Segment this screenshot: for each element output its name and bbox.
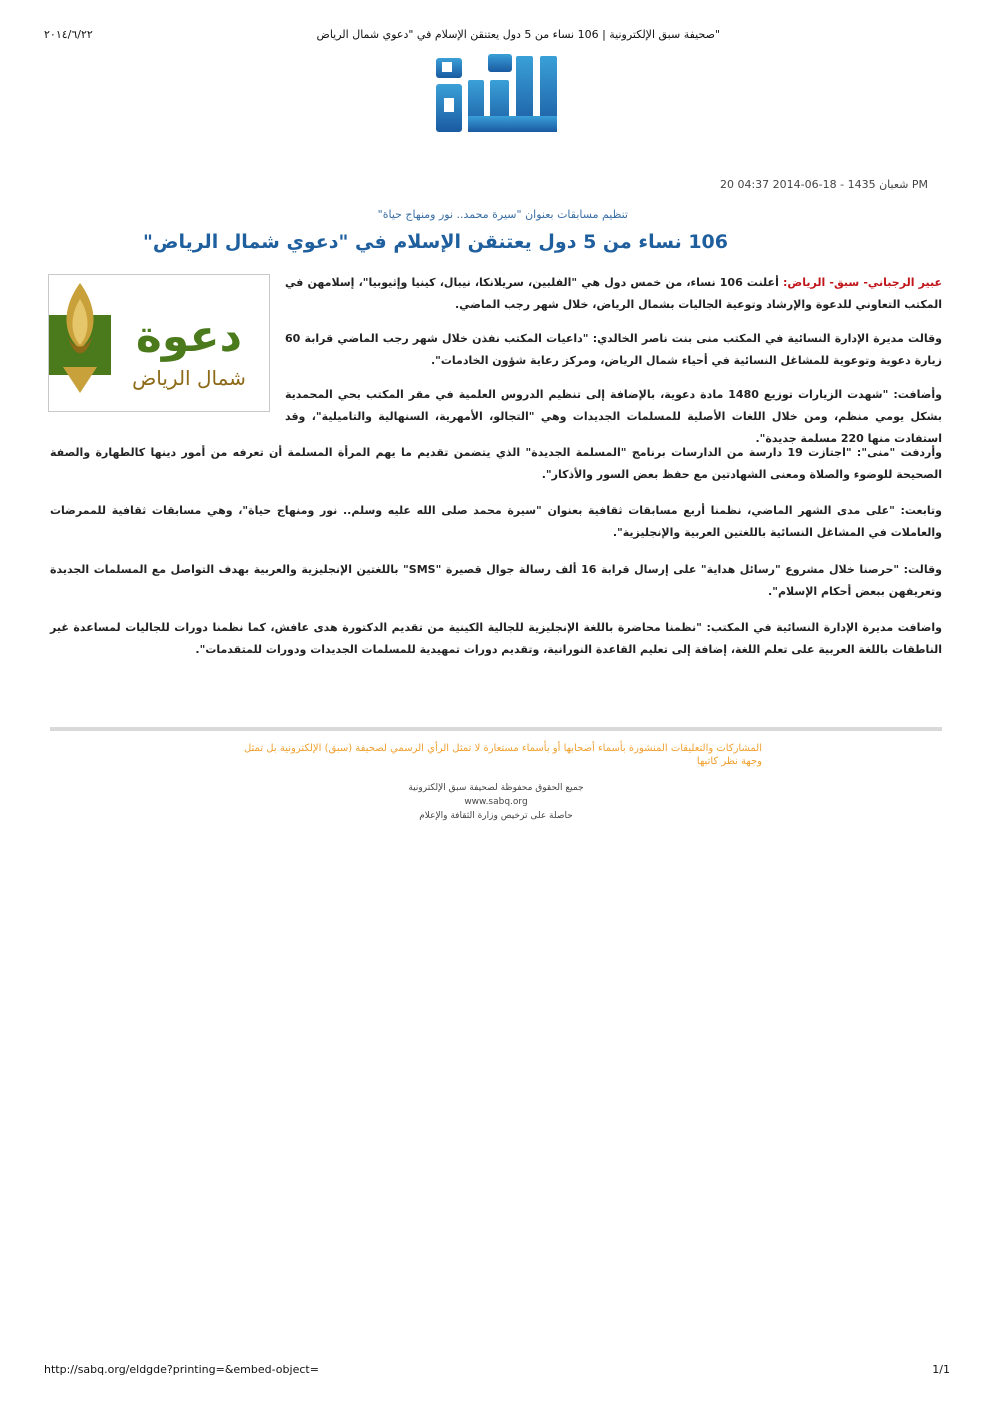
article-subtitle: تنظيم مسابقات بعنوان "سيرة محمد.. نور ومنهاج حياة" bbox=[377, 208, 628, 221]
footer-divider bbox=[50, 727, 942, 731]
license-text: حاصلة على ترخيص وزارة الثقافة والإعلام bbox=[419, 811, 573, 821]
article-paragraph-4: وأردفت "منى": "اجتازت 19 دارسة من الدارسات برنامج "المسلمة الجديدة" الذي يتضمن تقديم ما يهم المرأة المسلمة أن تعرفه من أمور دينها كالطهارة والصفة الصحيحة للوضوء والصلاة ومعنى الشهادتين مع حفظ بعض السور والأذكار". bbox=[50, 446, 943, 481]
article-paragraph-5: وتابعت: "على مدى الشهر الماضي، نظمنا أربع مسابقات ثقافية بعنوان "سيرة محمد صلى الله عليه وسلم.. نور ومنهاج حياة"، وهي مسابقات ثقافية للممرضات والعاملات في المشاغل النسائية باللغتين العربية والإنجليزية". bbox=[50, 504, 942, 539]
article-datetime: 20 شعبان 1435 - 18-06-2014 04:37 PM bbox=[719, 178, 928, 191]
article-paragraph-7: واضافت مديرة الإدارة النسائية في المكتب: "نظمنا محاضرة باللغة الإنجليزية للجالية الكينية من تقديم الدكتورة هدى عافش، كما نظمنا دورات للجاليات لمساعدة غير الناطقات باللغة العربية على تعلم اللغة، إضافة إلى تعليم القاعدة النورانية، وتقديم دورات تمهيدية للمسلمات الجديدات ودورات للمتقدمات". bbox=[50, 621, 942, 656]
article-byline: عبير الرجباني- سبق- الرياض: bbox=[783, 276, 942, 289]
website-link[interactable]: www.sabq.org bbox=[464, 797, 528, 807]
article-paragraph-6: وقالت: "حرصنا خلال مشروع "رسائل هداية" على إرسال قرابة 16 ألف رسالة جوال قصيرة "SMS" باللغتين الإنجليزية والعربية بهدف التواصل مع المسلمات الجديدة وتعريفهن ببعض أحكام الإسلام". bbox=[50, 563, 942, 598]
article-paragraph-3: وأضافت: "شهدت الزيارات توزيع 1480 مادة دعوية، بالإضافة إلى تنظيم الدروس العلمية في مقر المكتب بحي المحمدية بشكل يومي منظم، ومن خلال اللغات الأصلية للمسلمات الجديدات وهي "التجالو، الأمهرية، السنهالية والتاميلية"، وقد استفادت منها 220 مسلمة جديدة". bbox=[285, 388, 942, 445]
article-paragraph-1: عبير الرجباني- سبق- الرياض: أعلنت 106 نساء، من خمس دول هي "الفلبين، سريلانكا، نيبال، كينيا وإثيوبيا"، إسلامهن في المكتب التعاوني للدعوة والإرشاد وتوعية الجاليات بشمال الرياض، خلال شهر رجب الماضي. bbox=[285, 276, 942, 311]
print-date: ٢٠١٤/٦/٢٢ bbox=[44, 28, 93, 41]
comments-disclaimer: المشاركات والتعليقات المنشورة بأسماء أصحابها أو بأسماء مستعارة لا تمثل الرأي الرسمي لصحيفة (سبق) الإلكترونية بل تمثل وجهة نظر كاتبها bbox=[243, 743, 762, 767]
dawah-caption: شمال الرياض bbox=[132, 366, 246, 390]
dawah-word: دعوة bbox=[135, 311, 243, 362]
article-title: 106 نساء من 5 دول يعتنقن الإسلام في "دعوي شمال الرياض" bbox=[143, 231, 728, 253]
sabq-logo-icon[interactable] bbox=[428, 50, 562, 138]
article-paragraph-2: وقالت مديرة الإدارة النسائية في المكتب منى بنت ناصر الخالدي: "داعيات المكتب نفذن خلال شهر رجب الماضي قرابة 60 زيارة دعوية وتوعوية للمشاغل النسائية في أحياء شمال الرياض، ومركز رعاية شؤون الخادمات". bbox=[285, 332, 942, 367]
dawah-north-riyadh-logo-icon bbox=[49, 275, 269, 411]
page-number: 1/1 bbox=[932, 1363, 950, 1376]
print-url: http://sabq.org/eldgde?printing=&embed-object= bbox=[44, 1363, 319, 1376]
copyright-text: جميع الحقوق محفوظة لصحيفة سبق الإلكترونية bbox=[408, 783, 584, 793]
article-image bbox=[48, 274, 270, 412]
page-title: "صحيفة سبق الإلكترونية | 106 نساء من 5 دول يعتنقن الإسلام في "دعوي شمال الرياض bbox=[316, 28, 720, 41]
